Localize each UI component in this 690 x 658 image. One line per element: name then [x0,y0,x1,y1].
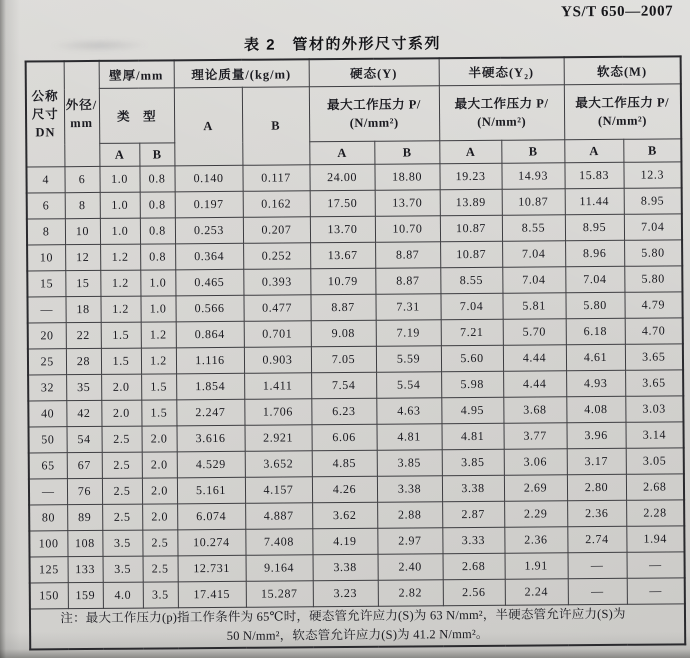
table-cell: 7.04 [502,241,565,267]
table-cell: 5.81 [502,293,565,319]
table-cell: 10.87 [502,189,565,215]
table-cell: 1.0 [99,166,139,192]
table-cell: 133 [68,556,103,582]
table-cell: 10 [65,218,100,244]
table-cell: 17.50 [310,190,375,217]
table-cell: 5.98 [441,371,503,397]
table-cell: 24.00 [309,164,374,191]
header-wall-thickness: 壁厚/mm [99,60,174,88]
table-cell: 2.5 [142,530,177,556]
table-cell: 2.0 [142,452,177,478]
table-cell: 1.2 [100,270,140,296]
table-cell: 3.62 [312,502,377,529]
table-cell: 2.0 [142,504,177,530]
table-cell: 2.5 [101,426,141,452]
table-cell: 8.87 [375,268,440,295]
header-wall-b: B [139,143,174,166]
table-cell: 19.23 [439,163,501,189]
table-cell: 3.38 [313,554,378,581]
table-cell: — [27,297,65,323]
table-cell: 2.5 [143,556,178,582]
table-cell: 18.80 [374,164,439,191]
table-cell: 4.157 [245,477,312,504]
table-cell: 3.65 [625,344,683,370]
table-cell: 8.55 [502,215,565,241]
table-cell: 8.87 [310,294,375,321]
table-cell: 3.5 [143,582,178,608]
table-cell: 14.93 [501,163,564,189]
table-title: 表 2 管材的外形尺寸系列 [243,35,442,54]
table-cell: 54 [67,426,102,452]
table-cell: 3.68 [503,397,566,423]
table-cell: 10.87 [440,241,502,267]
table-cell: 9.08 [311,320,376,347]
table-cell: 10.274 [177,529,245,556]
table-cell: 1.2 [100,244,140,270]
table-cell: 8.96 [565,240,624,266]
table-cell: 108 [67,530,102,556]
table-cell: 0.477 [243,295,310,322]
table-cell: 65 [29,453,67,479]
table-cell: 1.0 [140,270,175,296]
table-cell: 35 [66,374,101,400]
table-cell: 0.701 [244,321,311,348]
table-cell: 8.87 [375,242,440,269]
table-cell: 0.162 [243,191,310,218]
table-cell: 3.05 [626,448,684,474]
table-cell: 76 [67,478,102,504]
table-cell: 0.197 [175,191,243,218]
table-cell: 0.253 [175,217,243,244]
table-cell: 1.91 [505,553,568,579]
table-cell: 15.287 [246,581,313,608]
table-cell: 6 [27,193,65,219]
table-cell: 50 [29,427,67,453]
table-cell: 7.04 [565,266,624,292]
header-semihard-a: A [439,140,501,163]
table-cell: 7.04 [440,293,502,319]
header-outer-diameter: 外径/ mm [64,61,100,167]
table-cell: 0.566 [175,295,243,322]
table-cell: 4.70 [625,318,683,344]
table-cell: 3.33 [442,527,504,553]
table-cell: 4.44 [503,345,566,371]
table-cell: 67 [67,452,102,478]
table-cell: 2.74 [567,526,626,552]
table-cell: 10.87 [440,215,502,241]
pipe-dimension-table [25,55,687,650]
table-cell: 3.77 [504,423,567,449]
table-cell: 4.79 [625,292,683,318]
table-cell: 3.06 [504,449,567,475]
table-cell: 1.0 [100,192,140,218]
table-cell: 2.247 [176,399,244,426]
table-cell: 4.61 [566,344,625,370]
table-cell: 0.903 [244,347,311,374]
header-hard-b: B [374,141,439,165]
table-cell: 2.921 [244,425,311,452]
table-cell: 28 [66,348,101,374]
table-cell: 13.70 [310,216,375,243]
table-cell: 0.8 [140,244,175,270]
table-cell: — [627,578,685,604]
table-cell: 3.38 [377,476,442,503]
table-cell: 15 [65,270,100,296]
table-cell: 2.5 [102,504,142,530]
table-cell: 2.28 [626,500,684,526]
table-cell: 1.5 [141,374,176,400]
table-cell: 4.93 [566,370,625,396]
table-cell: 3.03 [625,396,683,422]
table-cell: 4.19 [312,528,377,555]
table-cell: 12.731 [178,555,246,582]
table-cell: 1.5 [141,400,176,426]
table-cell: 6.06 [312,424,377,451]
table-cell: 1.706 [244,399,311,426]
table-cell: 8.95 [565,214,624,240]
table-cell: 4.95 [441,397,503,423]
table-cell: 3.5 [103,556,143,582]
table-cell: 89 [67,504,102,530]
table-cell: 4.0 [103,582,143,608]
table-cell: 7.04 [624,214,682,240]
table-cell: 3.38 [442,475,504,501]
table-cell: 5.59 [376,346,441,373]
table-note: 注：最大工作压力(p)指工作条件为 65℃时，硬态管允许应力(S)为 63 N/mm²，半硬态管允许应力(S)为 50 N/mm²，软态管允许应力(S)为 41.2 N/mm²。 [30,604,685,649]
table-cell: 5.80 [624,266,682,292]
table-cell: 13.89 [440,189,502,215]
table-cell: 3.96 [567,422,626,448]
table-cell: 20 [28,323,66,349]
header-soft-state: 软态(M) [564,56,681,84]
table-cell: 2.56 [443,579,505,605]
table-cell: 5.80 [624,240,682,266]
table-cell: 3.85 [377,450,442,477]
table-cell: 4.81 [377,424,442,451]
table-cell: 1.5 [101,348,141,374]
table-cell: 0.364 [175,243,243,270]
table-cell: 12.3 [623,162,681,188]
table-cell: 3.616 [176,425,244,452]
table-cell: 4.26 [312,476,377,503]
table-cell: 2.68 [443,553,505,579]
table-cell: — [29,479,67,505]
table-cell: 13.67 [310,242,375,269]
table-cell: 5.54 [376,372,441,399]
table-cell: 0.8 [140,218,175,244]
table-cell: 1.5 [101,322,141,348]
table-cell: 7.04 [502,267,565,293]
table-cell: 25 [28,349,66,375]
table-cell: 2.0 [101,374,141,400]
header-hard-a: A [309,141,374,165]
table-cell: 8.95 [624,188,682,214]
table-cell: 22 [66,322,101,348]
table-cell: 159 [68,582,103,608]
table-cell: 1.2 [100,296,140,322]
table-cell: 2.36 [567,500,626,526]
table-cell: 2.87 [442,501,504,527]
table-cell: 7.19 [376,320,441,347]
table-cell: 6.074 [177,503,245,530]
table-cell: 8 [65,192,100,218]
table-cell: 4.63 [376,398,441,425]
table-cell: 4.44 [503,371,566,397]
table-cell: 5.161 [177,477,245,504]
table-cell: 1.116 [176,347,244,374]
header-semihard-state: 半硬态(Y₂) [439,57,564,85]
table-cell: 7.05 [311,346,376,373]
table-cell: 3.65 [625,370,683,396]
table-cell: — [627,552,685,578]
table-cell: 0.207 [243,217,310,244]
table-cell: 2.97 [377,528,442,555]
table-cell: 2.40 [378,554,443,581]
table-cell: 15 [27,271,65,297]
table-cell: 1.411 [244,373,311,400]
table-cell: 2.5 [102,452,142,478]
table-cell: 5.70 [503,319,566,345]
table-footer [30,604,685,649]
table-cell: 2.29 [504,501,567,527]
table-cell: 2.82 [378,580,443,607]
table-cell: 7.31 [375,294,440,321]
table-cell: 0.252 [243,243,310,270]
table-cell: 10.70 [375,216,440,243]
table-cell: 1.854 [176,373,244,400]
table-cell: 18 [65,296,100,322]
table-cell: 7.408 [245,529,312,556]
table-header [26,56,682,167]
table-cell: 10 [27,245,65,271]
header-pressure-hard: 最大工作压力 P/ (N/mm²) [309,86,439,142]
table-cell: 42 [66,400,101,426]
table-cell: 2.5 [102,478,142,504]
table-cell: 5.80 [566,292,625,318]
header-wall-a: A [99,143,139,166]
table-cell: 1.0 [100,218,140,244]
table-body [26,162,684,609]
table-cell: 0.393 [243,269,310,296]
table-cell: 9.164 [246,555,313,582]
table-cell: — [568,578,627,604]
table-cell: 0.465 [175,269,243,296]
table-cell: 2.24 [505,579,568,605]
table-cell: 2.36 [504,527,567,553]
table-cell: 3.652 [245,451,312,478]
table-cell: 1.2 [141,348,176,374]
table-cell: 32 [28,375,66,401]
table-cell: 1.94 [626,526,684,552]
table-cell: 1.0 [140,296,175,322]
table-cell: 2.0 [141,426,176,452]
table-cell: 6.23 [311,398,376,425]
table-cell: 2.88 [377,502,442,529]
header-pressure-soft: 最大工作压力 P/ (N/mm²) [564,84,681,140]
table-cell: 4.529 [177,451,245,478]
header-hard-state: 硬态(Y) [309,58,439,87]
table-cell: 17.415 [178,581,246,608]
header-type: 类 型 [99,88,174,144]
table-cell: 0.8 [140,192,175,218]
table-cell: 10.79 [310,268,375,295]
table-cell: 2.68 [626,474,684,500]
header-pressure-semihard: 最大工作压力 P/ (N/mm²) [439,85,564,141]
header-soft-b: B [623,139,681,162]
table-cell: 0.117 [242,165,309,192]
table-cell: 8.55 [440,267,502,293]
table-cell: 3.17 [567,448,626,474]
table-cell: 7.21 [441,319,503,345]
table-cell: 80 [29,505,67,531]
table-cell: 150 [30,583,68,609]
table-cell: 0.140 [174,165,242,192]
header-mass-a: A [174,87,243,166]
header-nominal-size: 公称 尺寸 DN [26,61,65,167]
header-soft-a: A [564,139,623,162]
table-cell: 6.18 [566,318,625,344]
table-cell: 13.70 [375,190,440,217]
table-cell: 0.8 [139,166,174,192]
table-cell: 4.08 [566,396,625,422]
table-cell: 2.0 [142,478,177,504]
table-cell: 3.23 [313,580,378,607]
table-cell: 0.864 [176,321,244,348]
table-cell: 4.85 [312,450,377,477]
table-cell: 3.14 [626,422,684,448]
table-cell: 40 [28,401,66,427]
table-cell: 3.85 [442,449,504,475]
table-cell: 7.54 [311,372,376,399]
header-mass-b: B [242,87,310,166]
table-cell: 4.81 [442,423,504,449]
standard-number: YS/T 650—2007 [561,3,674,21]
header-theoretical-mass: 理论质量/(kg/m) [174,59,309,88]
table-cell: — [568,552,627,578]
table-cell: 11.44 [565,188,624,214]
table-cell: 1.2 [141,322,176,348]
table-cell: 15.83 [564,162,623,188]
table-cell: 2.69 [504,475,567,501]
table-cell: 5.60 [441,345,503,371]
table-cell: 100 [29,531,67,557]
table-cell: 3.5 [102,530,142,556]
table-cell: 6 [64,166,99,192]
table-cell: 12 [65,244,100,270]
table-cell: 2.80 [567,474,626,500]
header-semihard-b: B [501,140,564,163]
table-cell: 8 [27,219,65,245]
table-cell: 4.887 [245,503,312,530]
table-cell: 125 [30,557,68,583]
table-cell: 2.0 [101,400,141,426]
table-cell: 4 [26,167,64,193]
